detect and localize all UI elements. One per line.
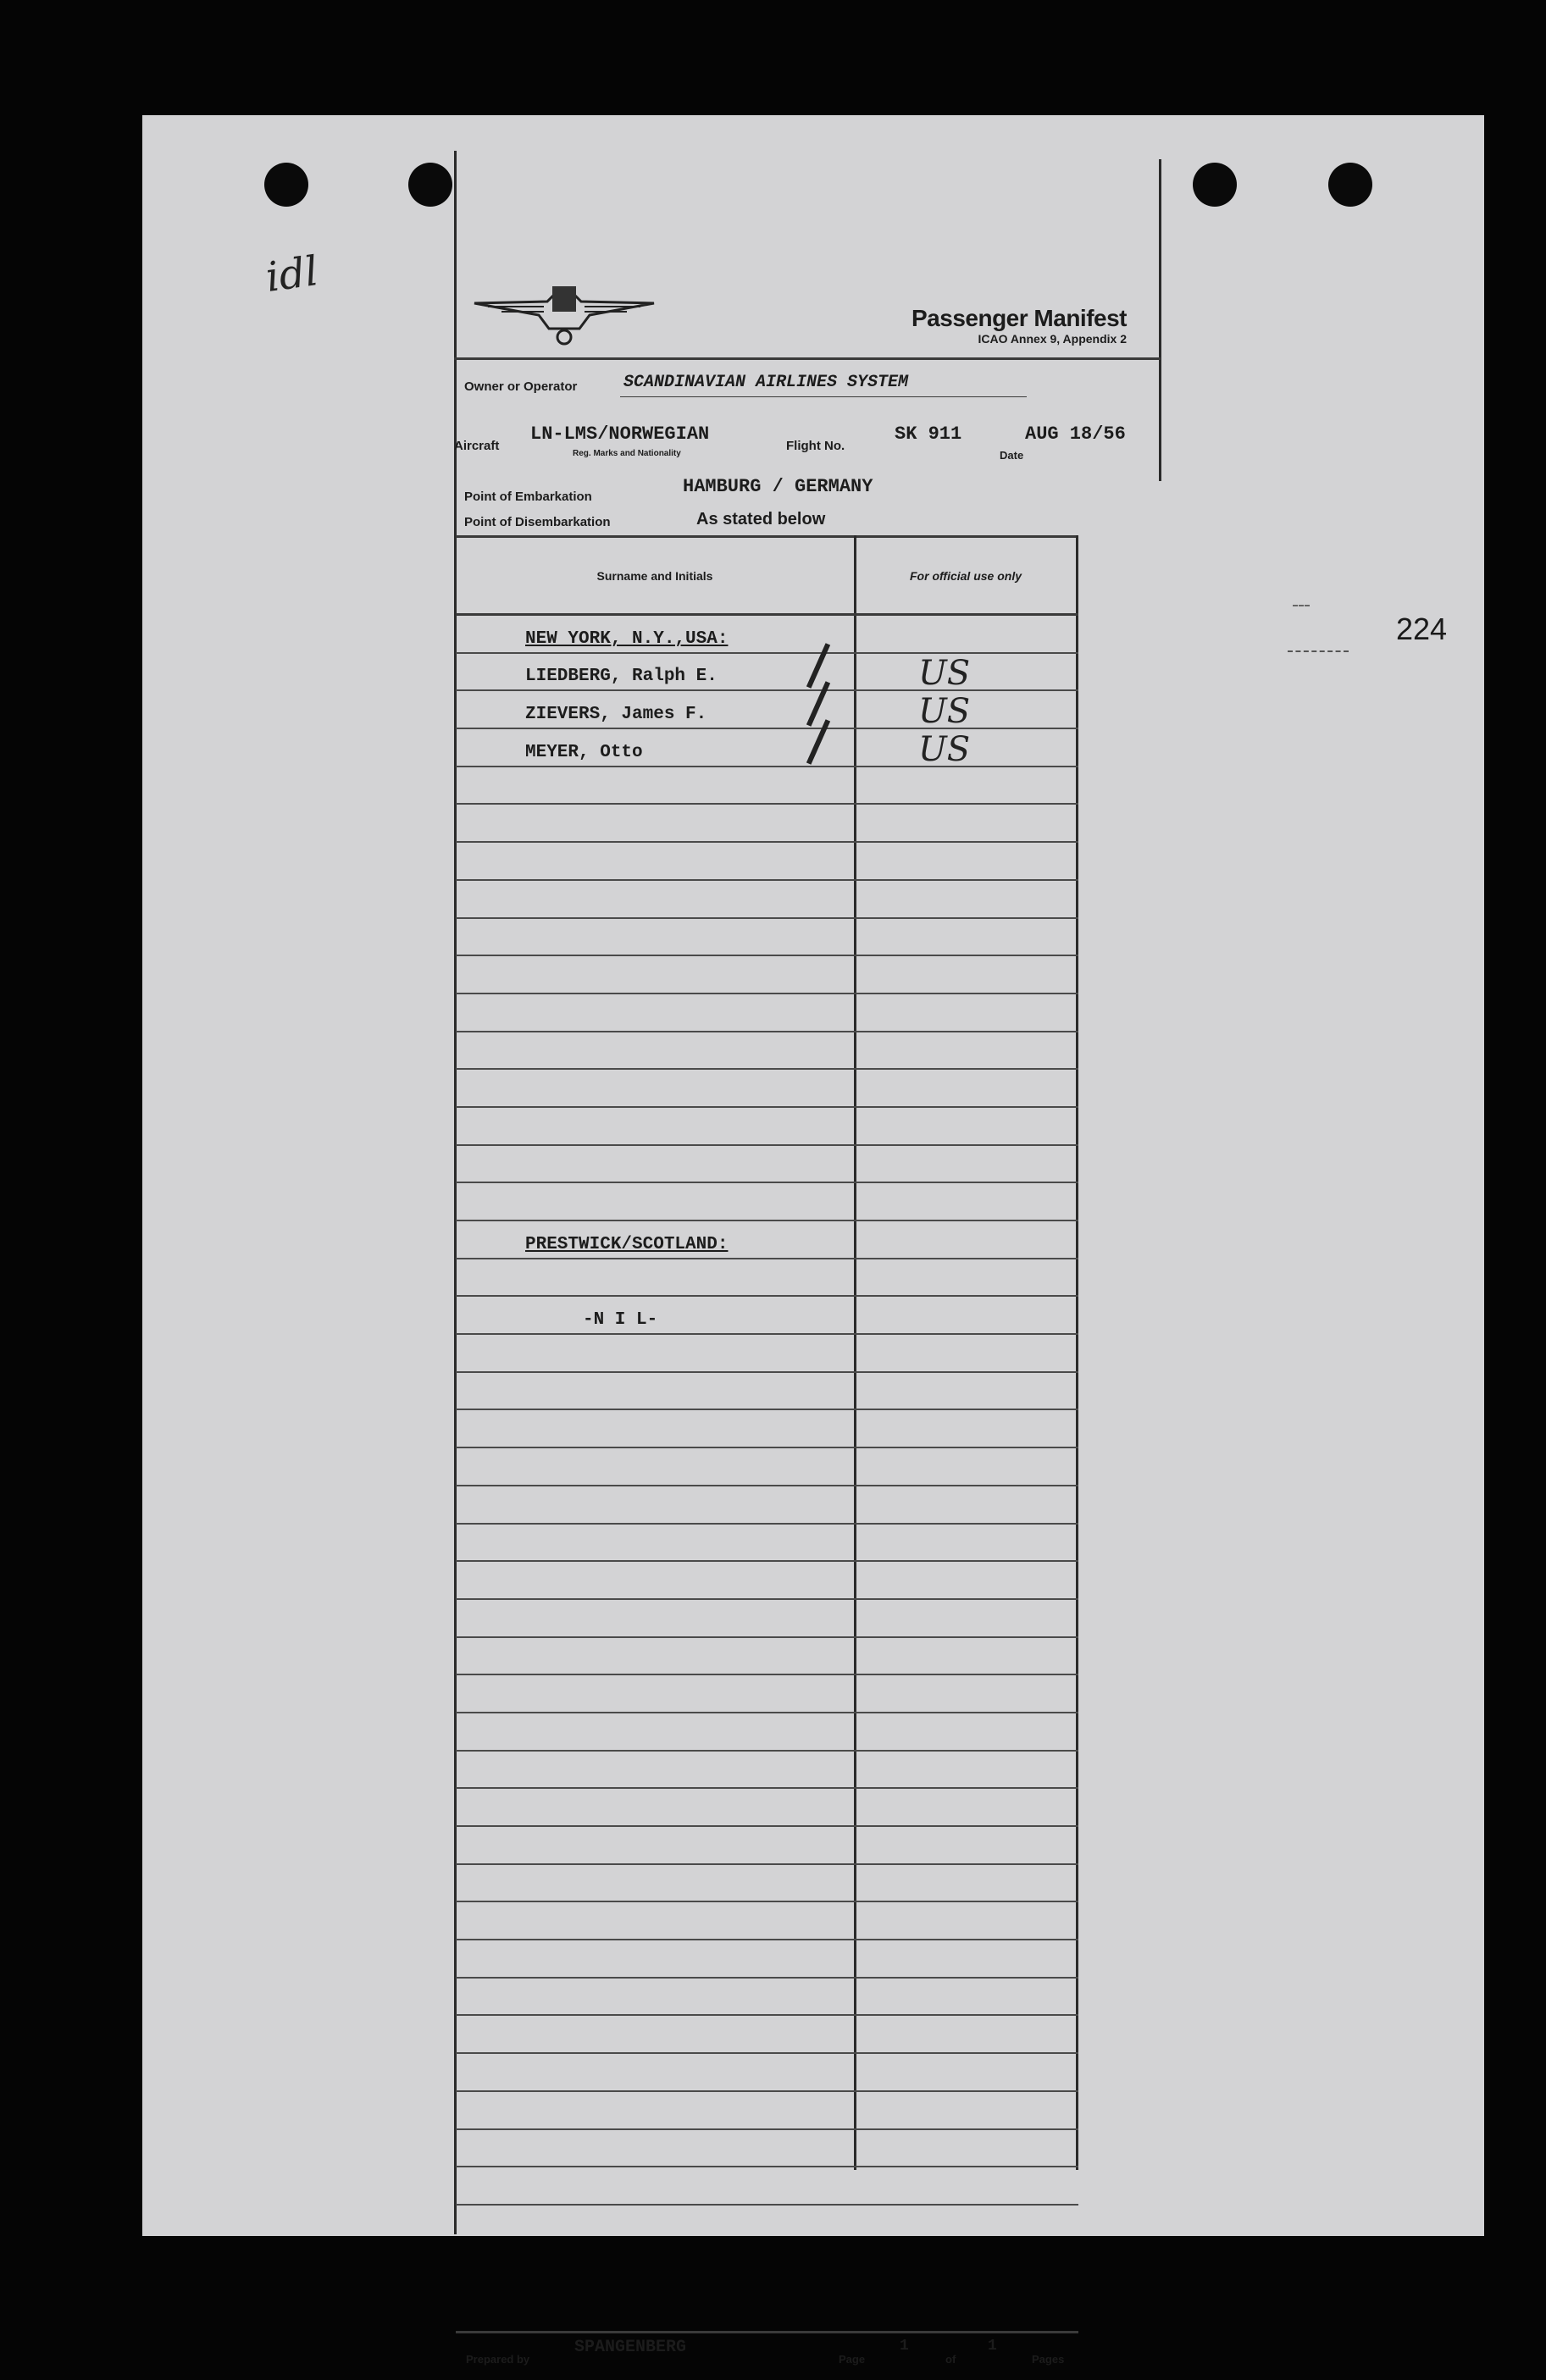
disembark-label: Point of Disembarkation (464, 515, 611, 529)
prepared-label: Prepared by (466, 2353, 530, 2366)
table-row (456, 1032, 1078, 1071)
prepared-value: SPANGENBERG (574, 2338, 687, 2357)
passenger-entry: PRESTWICK/SCOTLAND: (525, 1234, 729, 1254)
table-row (456, 1940, 1078, 1979)
table-row (456, 805, 1078, 843)
table-row (456, 729, 1078, 767)
airline-logo-icon (471, 278, 657, 363)
pencil-dash (1288, 650, 1349, 652)
table-row (456, 1448, 1078, 1486)
margin-note: idl (263, 246, 322, 302)
footer-divider (456, 2331, 1078, 2333)
table-row (456, 2016, 1078, 2054)
table-row (456, 1486, 1078, 1525)
owner-value: SCANDINAVIAN AIRLINES SYSTEM (623, 373, 909, 392)
table-row (456, 2092, 1078, 2130)
column-header-official: For official use only (910, 569, 1022, 583)
table-row (456, 691, 1078, 732)
table-row (456, 2167, 1078, 2206)
table-row (456, 1562, 1078, 1600)
official-mark: US (918, 692, 971, 732)
owner-underline (620, 396, 1027, 397)
form-title-block (912, 305, 1127, 346)
table-row (456, 956, 1078, 994)
table-row (456, 1979, 1078, 2017)
aircraft-label: Aircraft (454, 439, 500, 453)
table-row (456, 2054, 1078, 2092)
passenger-entry: MEYER, Otto (525, 742, 643, 762)
punch-hole (264, 163, 308, 207)
page-number: 224 (1396, 612, 1448, 646)
table-row (456, 1221, 1078, 1259)
table-row (456, 1713, 1078, 1752)
form-subtitle: ICAO Annex 9, Appendix 2 (978, 332, 1127, 346)
flight-label: Flight No. (786, 439, 845, 453)
table-row (456, 881, 1078, 919)
of-label: of (945, 2353, 956, 2366)
pencil-dash (1293, 605, 1310, 606)
passenger-manifest-form (454, 151, 1161, 2366)
table-row (456, 1789, 1078, 1827)
table-row (456, 1108, 1078, 1146)
passenger-table (456, 535, 1078, 2170)
table-row (456, 919, 1078, 957)
column-header-name: Surname and Initials (596, 569, 713, 583)
page-label: Page (839, 2353, 866, 2366)
table-row (456, 654, 1078, 692)
table-row (456, 1902, 1078, 1940)
passenger-entry: NEW YORK, N.Y.,USA: (525, 628, 729, 649)
table-row (456, 1865, 1078, 1903)
table-row (456, 1410, 1078, 1448)
embark-value: HAMBURG / GERMANY (683, 476, 873, 497)
header-divider (454, 357, 1161, 360)
form-right-border (1159, 159, 1161, 481)
table-row (456, 1335, 1078, 1373)
table-row (456, 1827, 1078, 1865)
punch-hole (1328, 163, 1372, 207)
table-row (456, 1183, 1078, 1221)
table-row (456, 1297, 1078, 1335)
table-row (456, 843, 1078, 881)
form-footer (456, 2331, 1078, 2375)
aircraft-value: LN-LMS/NORWEGIAN (530, 423, 710, 445)
table-row (456, 616, 1078, 654)
table-row (456, 994, 1078, 1032)
owner-label: Owner or Operator (464, 379, 578, 394)
of-value: 1 (988, 2338, 997, 2355)
flight-value: SK 911 (895, 423, 962, 445)
punch-hole (408, 163, 452, 207)
table-row (456, 1752, 1078, 1790)
table-row (456, 767, 1078, 805)
official-mark: US (918, 729, 971, 769)
passenger-rows (456, 616, 1078, 2206)
form-title: Passenger Manifest (912, 305, 1127, 331)
pages-label: Pages (1032, 2353, 1065, 2366)
passenger-entry: LIEDBERG, Ralph E. (525, 667, 718, 687)
table-row (456, 1146, 1078, 1184)
table-row (456, 1675, 1078, 1713)
date-label: Date (1000, 449, 1024, 462)
table-row (456, 1259, 1078, 1298)
table-row (456, 1373, 1078, 1411)
table-row (456, 1638, 1078, 1676)
disembark-value: As stated below (696, 510, 826, 529)
table-top-border (456, 535, 1078, 538)
reg-label: Reg. Marks and Nationality (573, 449, 681, 458)
date-value: AUG 18/56 (1025, 423, 1126, 445)
passenger-entry: ZIEVERS, James F. (525, 705, 707, 725)
embark-label: Point of Embarkation (464, 490, 592, 504)
page-value: 1 (900, 2338, 909, 2355)
table-row (456, 1070, 1078, 1108)
table-row (456, 2130, 1078, 2168)
punch-hole (1193, 163, 1237, 207)
passenger-entry: -N I L- (583, 1310, 658, 1331)
table-row (456, 1600, 1078, 1638)
table-row (456, 1525, 1078, 1563)
official-mark: US (918, 654, 971, 694)
